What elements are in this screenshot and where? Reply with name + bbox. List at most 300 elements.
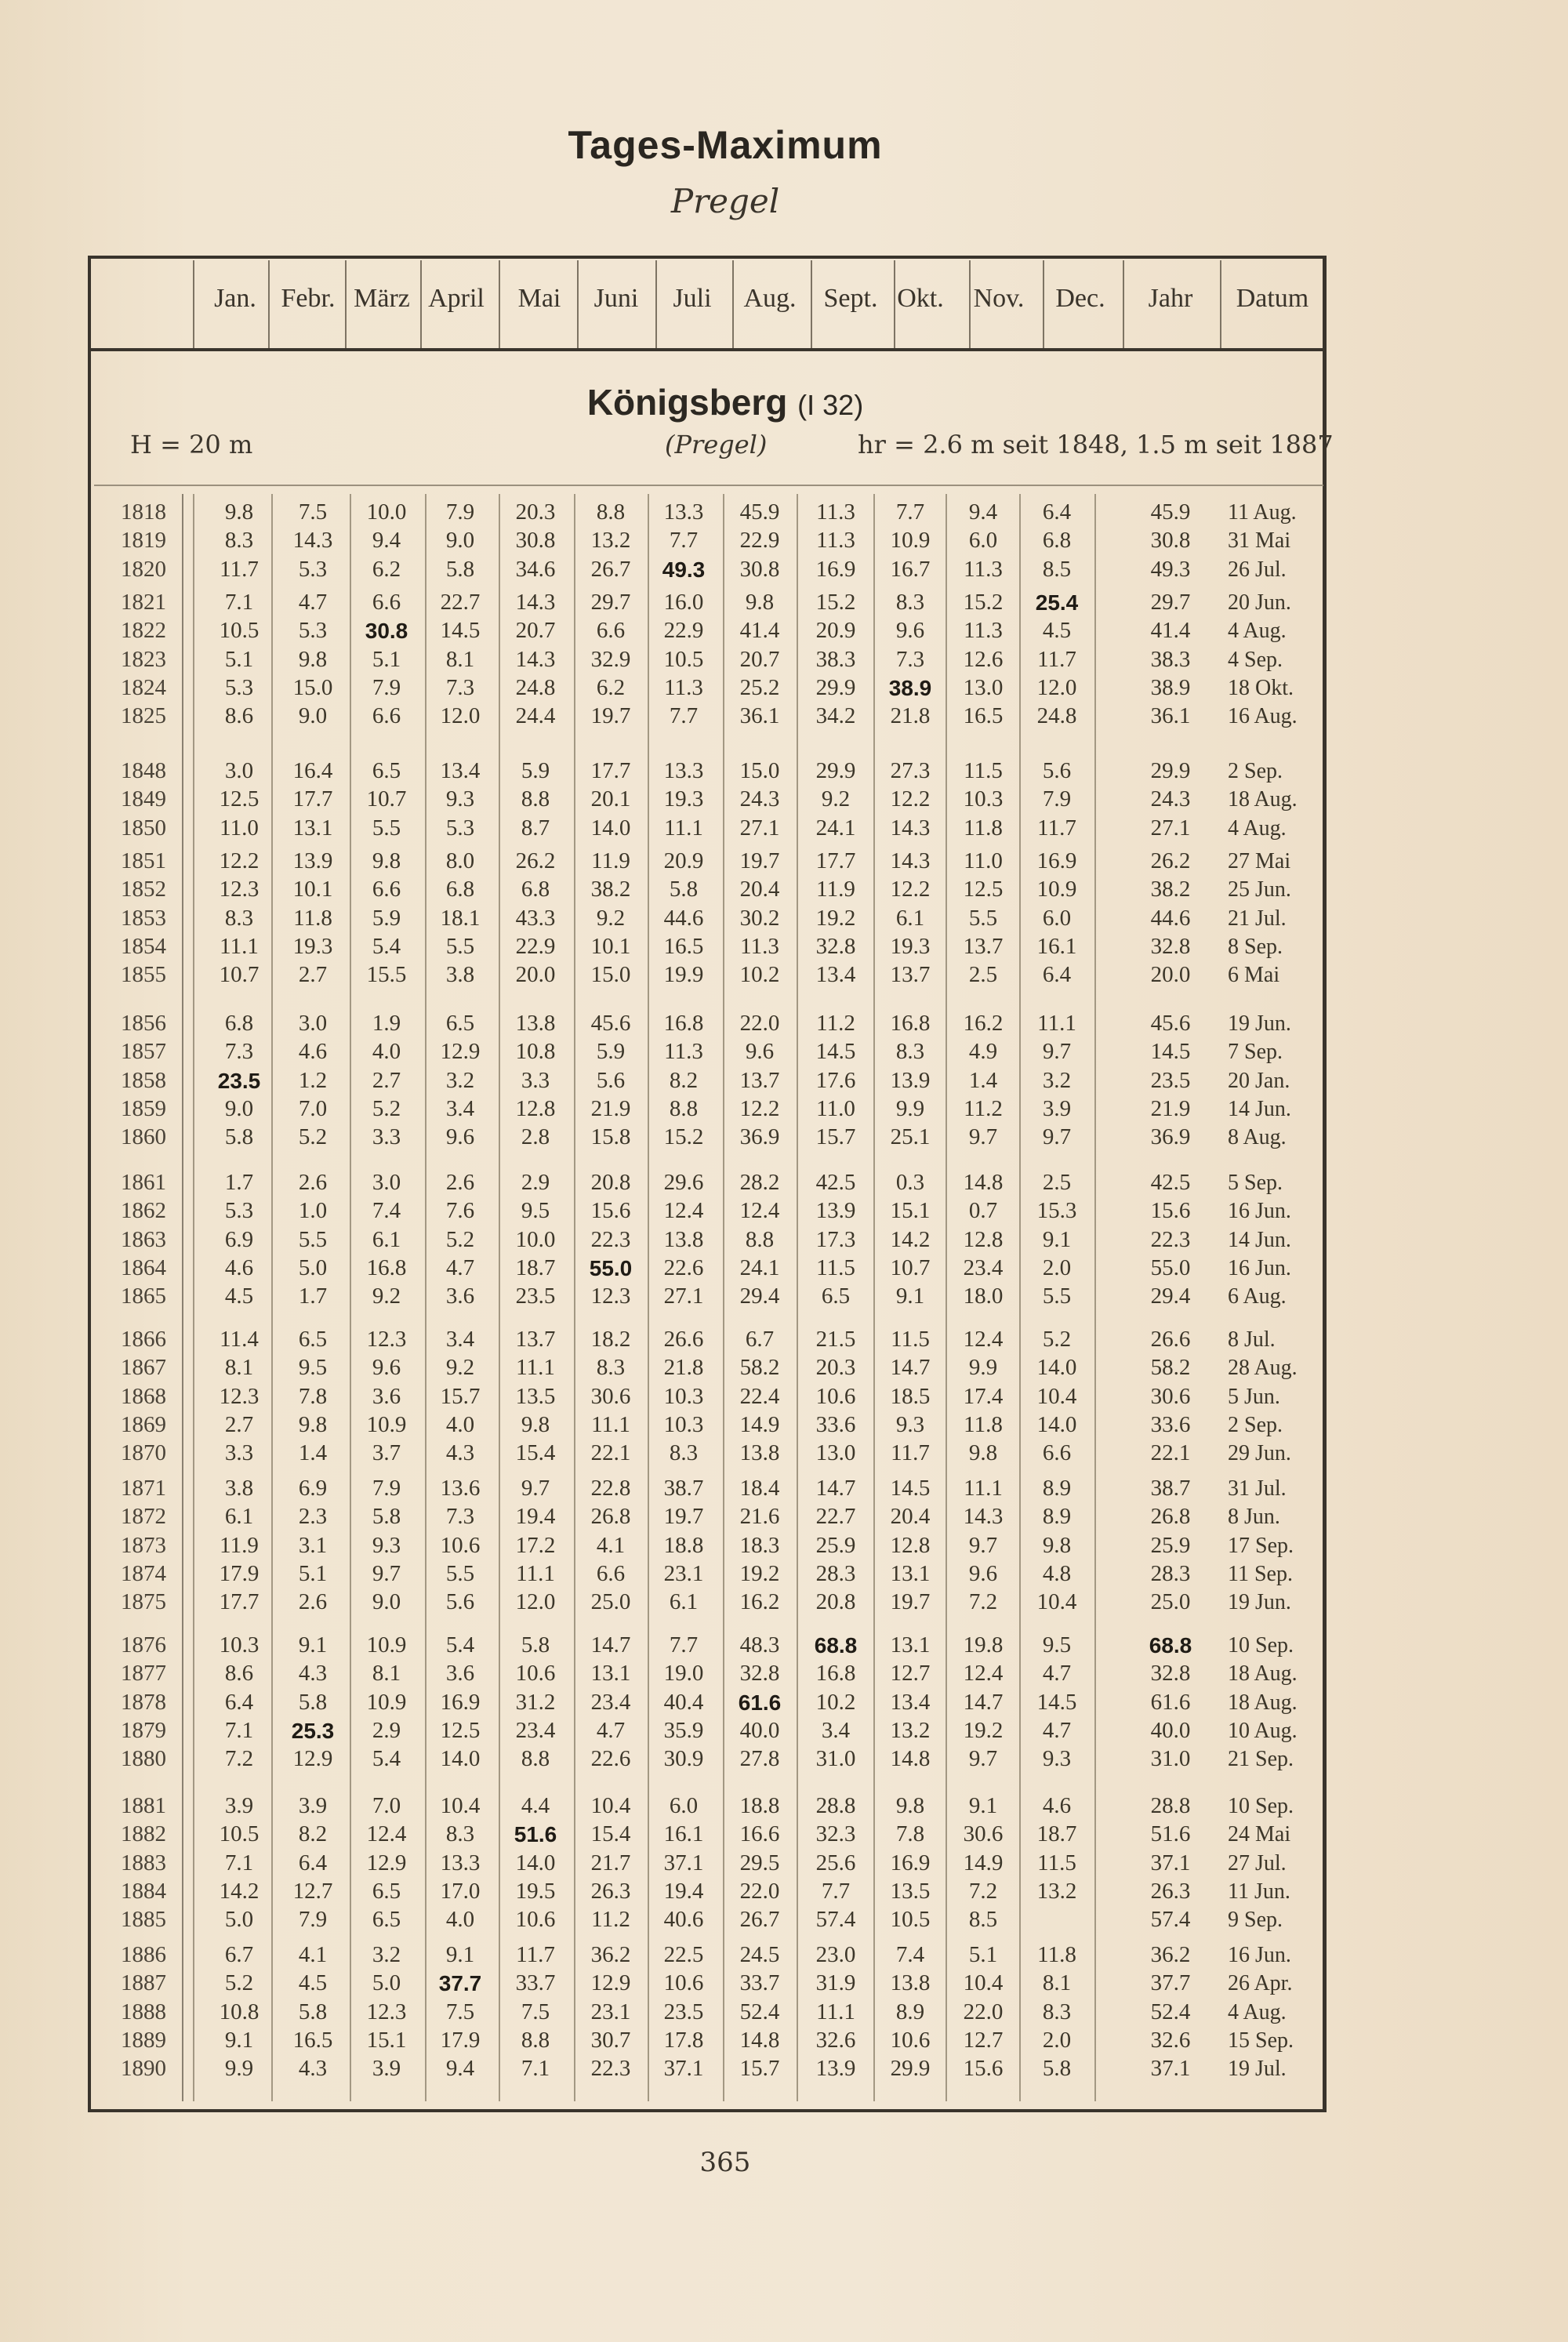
month-value: 9.6 [372,1355,401,1381]
month-value: 22.9 [663,618,704,644]
month-value: 15.7 [815,1124,856,1150]
annual-max-date: 28 Aug. [1228,1356,1298,1381]
month-value: 6.5 [821,1284,851,1309]
month-value: 18.7 [1036,1821,1077,1847]
table-row [0,1382,1568,1411]
month-value: 14.5 [1036,1689,1077,1715]
month-value: 0.3 [895,1170,925,1195]
annual-max-date: 8 Sep. [1228,934,1283,959]
month-value: 23.5 [663,1999,704,2024]
month-value: 55.0 [589,1255,633,1280]
month-value: 6.8 [521,877,550,902]
month-value: 6.6 [372,703,401,729]
month-value: 9.8 [1042,1532,1072,1558]
month-value: 10.1 [590,933,631,959]
month-value: 25.3 [291,1718,335,1743]
month-value: 58.2 [739,1355,780,1381]
annual-max-value: 31.0 [1150,1746,1191,1772]
annual-max-value: 20.0 [1150,962,1191,988]
month-value: 17.3 [815,1226,856,1252]
row-year: 1887 [121,1970,166,1996]
month-value: 6.8 [1042,528,1072,554]
month-value: 7.9 [298,1907,328,1933]
month-value: 19.4 [663,1878,704,1904]
month-value: 6.6 [1042,1440,1072,1466]
annual-max-date: 26 Apr. [1228,1971,1293,1996]
month-value: 3.3 [372,1124,401,1150]
month-value: 16.4 [292,758,333,783]
month-value: 2.5 [968,962,998,988]
month-value: 24.8 [515,674,556,700]
month-value: 10.6 [515,1907,556,1933]
month-value: 4.3 [298,1661,328,1687]
month-value: 13.7 [515,1327,556,1352]
annual-max-date: 10 Sep. [1228,1794,1294,1818]
month-value: 11.1 [591,1411,630,1437]
annual-max-value: 40.0 [1150,1717,1191,1743]
month-value: 34.6 [515,556,556,582]
month-value: 12.9 [366,1850,407,1875]
month-value: 8.8 [745,1226,775,1252]
row-year: 1820 [121,556,166,582]
table-row [0,1998,1568,2027]
month-value: 14.3 [890,848,931,873]
month-value: 8.2 [669,1067,699,1093]
month-value: 6.4 [1042,962,1072,988]
month-value: 20.8 [815,1589,856,1615]
month-value: 9.7 [968,1532,998,1558]
month-value: 34.2 [815,703,856,729]
month-value: 2.9 [521,1170,550,1195]
table-row [0,960,1568,989]
annual-max-date: 18 Aug. [1228,787,1298,812]
month-value: 10.3 [963,786,1004,812]
month-value: 26.8 [590,1504,631,1530]
month-value: 12.5 [963,877,1004,902]
month-value: 14.5 [890,1476,931,1501]
annual-max-date: 14 Jun. [1228,1227,1291,1252]
month-value: 21.8 [663,1355,704,1381]
row-year: 1863 [121,1226,166,1252]
month-value: 5.2 [1042,1327,1072,1352]
month-value: 9.7 [521,1476,550,1501]
month-value: 20.4 [739,877,780,902]
month-value: 25.1 [890,1124,931,1150]
month-value: 7.4 [895,1942,925,1967]
month-value: 9.7 [1042,1039,1072,1065]
month-value: 8.3 [224,905,254,931]
station-height: H = 20 m [130,430,253,459]
annual-max-date: 14 Jun. [1228,1096,1291,1121]
month-value: 42.5 [815,1170,856,1195]
month-value: 36.9 [739,1124,780,1150]
month-value: 9.8 [298,646,328,672]
month-value: 8.3 [445,1821,475,1847]
annual-max-value: 22.3 [1150,1226,1191,1252]
month-value: 3.0 [372,1170,401,1195]
month-value: 8.8 [521,2027,550,2053]
month-value: 4.1 [596,1532,626,1558]
month-value: 1.4 [968,1067,998,1093]
month-value: 10.5 [663,646,704,672]
month-value: 5.6 [1042,758,1072,783]
month-value: 9.5 [1042,1632,1072,1658]
month-value: 21.5 [815,1327,856,1352]
month-value: 22.0 [739,1011,780,1036]
month-value: 12.9 [292,1746,333,1772]
month-value: 51.6 [514,1822,557,1847]
month-value: 24.8 [1036,703,1077,729]
month-value: 18.7 [515,1255,556,1280]
month-value: 11.7 [1037,815,1076,841]
month-value: 52.4 [739,1999,780,2024]
month-value: 6.1 [372,1226,401,1252]
month-value: 4.7 [1042,1717,1072,1743]
month-value: 6.2 [372,556,401,582]
month-value: 9.8 [745,590,775,615]
month-value: 30.8 [365,619,408,644]
annual-max-value: 36.2 [1150,1942,1191,1967]
page-title: Tages-Maximum [568,123,883,167]
month-value: 9.3 [372,1532,401,1558]
row-year: 1852 [121,877,166,902]
annual-max-value: 32.8 [1150,1661,1191,1687]
month-value: 11.1 [1037,1011,1076,1036]
table-row [0,1588,1568,1617]
month-value: 3.4 [821,1717,851,1743]
month-value: 10.7 [219,962,260,988]
month-value: 3.2 [372,1942,401,1967]
month-value: 2.8 [521,1124,550,1150]
month-value: 22.7 [815,1504,856,1530]
month-value: 12.9 [440,1039,481,1065]
column-header: März [354,284,410,313]
month-value: 8.9 [1042,1504,1072,1530]
month-value: 12.6 [963,646,1004,672]
month-value: 29.5 [739,1850,780,1875]
month-value: 10.1 [292,877,333,902]
month-value: 17.2 [515,1532,556,1558]
month-value: 24.1 [739,1255,780,1280]
month-value: 17.7 [219,1589,260,1615]
month-value: 7.3 [895,646,925,672]
month-value: 19.3 [292,933,333,959]
month-value: 17.7 [815,848,856,873]
table-row [0,674,1568,703]
table-row [0,1745,1568,1774]
month-value: 9.0 [298,703,328,729]
row-year: 1848 [121,758,166,783]
month-value: 38.3 [815,646,856,672]
month-value: 17.6 [815,1067,856,1093]
month-value: 6.0 [669,1793,699,1818]
column-header: Mai [517,284,561,313]
month-value: 13.9 [815,1198,856,1224]
month-value: 20.0 [515,962,556,988]
annual-max-value: 37.1 [1150,1850,1191,1875]
month-value: 4.6 [224,1255,254,1280]
annual-max-value: 41.4 [1150,618,1191,644]
month-value: 15.8 [590,1124,631,1150]
month-value: 13.4 [815,962,856,988]
month-value: 18.1 [440,905,481,931]
month-value: 7.3 [445,1504,475,1530]
annual-max-value: 32.6 [1150,2027,1191,2053]
month-value: 7.1 [224,590,254,615]
annual-max-date: 10 Aug. [1228,1718,1298,1743]
month-value: 11.3 [740,933,779,959]
month-value: 15.3 [1036,1198,1077,1224]
column-header: Dec. [1055,284,1105,313]
month-value: 2.9 [372,1717,401,1743]
annual-max-date: 9 Sep. [1228,1908,1283,1933]
month-value: 19.2 [963,1717,1004,1743]
month-value: 13.4 [890,1689,931,1715]
month-value: 32.8 [815,933,856,959]
month-value: 17.9 [219,1560,260,1586]
month-value: 13.9 [890,1067,931,1093]
month-value: 9.9 [224,2056,254,2082]
table-row [0,1820,1568,1849]
month-value: 19.2 [815,905,856,931]
row-year: 1849 [121,786,166,812]
month-value: 9.9 [968,1355,998,1381]
month-value: 8.5 [968,1907,998,1933]
month-value: 7.1 [521,2056,550,2082]
month-value: 5.9 [372,905,401,931]
month-value: 11.1 [220,933,259,959]
month-value: 14.9 [963,1850,1004,1875]
month-value: 5.8 [298,1689,328,1715]
station-code: (I 32) [797,389,864,421]
month-value: 11.3 [816,499,855,525]
row-year: 1858 [121,1067,166,1093]
column-header: Nov. [973,284,1025,313]
month-value: 10.6 [663,1970,704,1996]
row-year: 1854 [121,933,166,959]
annual-max-date: 20 Jan. [1228,1068,1290,1093]
row-year: 1871 [121,1476,166,1501]
month-value: 45.9 [739,499,780,525]
table-row [0,1225,1568,1255]
month-value: 30.8 [739,556,780,582]
month-value: 5.3 [298,556,328,582]
month-value: 33.7 [739,1970,780,1996]
month-value: 15.2 [663,1124,704,1150]
month-value: 13.9 [815,2056,856,2082]
row-year: 1873 [121,1532,166,1558]
annual-max-value: 45.6 [1150,1011,1191,1036]
month-value: 13.3 [663,499,704,525]
column-header: Jahr [1148,284,1193,313]
month-value: 13.3 [663,758,704,783]
month-value: 25.4 [1035,590,1079,615]
row-year: 1859 [121,1095,166,1121]
month-value: 7.7 [669,703,699,729]
table-row [0,1849,1568,1878]
header-separator [732,260,734,348]
month-value: 16.2 [963,1011,1004,1036]
month-value: 9.1 [1042,1226,1072,1252]
month-value: 9.4 [372,528,401,554]
month-value: 20.9 [815,618,856,644]
month-value: 4.7 [298,590,328,615]
month-value: 26.2 [515,848,556,873]
table-row [0,1009,1568,1038]
month-value: 6.4 [298,1850,328,1875]
annual-max-value: 26.3 [1150,1878,1191,1904]
month-value: 22.7 [440,590,481,615]
month-value: 7.9 [1042,786,1072,812]
month-value: 4.0 [372,1039,401,1065]
month-value: 9.8 [895,1793,925,1818]
month-value: 7.3 [224,1039,254,1065]
month-value: 17.7 [292,786,333,812]
month-value: 9.2 [821,786,851,812]
table-row [0,1095,1568,1124]
annual-max-date: 4 Aug. [1228,1999,1287,2024]
month-value: 29.4 [739,1284,780,1309]
month-value: 12.8 [890,1532,931,1558]
month-value: 9.1 [895,1284,925,1309]
month-value: 14.9 [739,1411,780,1437]
month-value: 13.2 [590,528,631,554]
month-value: 2.5 [1042,1170,1072,1195]
month-value: 27.1 [663,1284,704,1309]
month-value: 44.6 [663,905,704,931]
month-value: 8.0 [445,848,475,873]
month-value: 11.3 [964,618,1003,644]
month-value: 11.0 [964,848,1003,873]
annual-max-date: 21 Jul. [1228,906,1287,931]
row-year: 1872 [121,1504,166,1530]
month-value: 8.1 [372,1661,401,1687]
month-value: 12.4 [739,1198,780,1224]
month-value: 17.7 [590,758,631,783]
table-row [0,1282,1568,1311]
annual-max-value: 37.7 [1150,1970,1191,1996]
month-value: 18.2 [590,1327,631,1352]
month-value: 9.8 [372,848,401,873]
month-value: 9.4 [445,2056,475,2082]
month-value: 7.2 [968,1878,998,1904]
month-value: 11.7 [220,556,259,582]
annual-max-date: 4 Aug. [1228,619,1287,644]
month-value: 12.7 [890,1661,931,1687]
station-river: (Pregel) [665,430,768,459]
annual-max-value: 24.3 [1150,786,1191,812]
month-value: 5.2 [298,1124,328,1150]
month-value: 14.0 [590,815,631,841]
row-year: 1869 [121,1411,166,1437]
month-value: 6.1 [895,905,925,931]
annual-max-date: 10 Sep. [1228,1633,1294,1658]
column-header: Jan. [214,284,256,313]
month-value: 1.7 [224,1170,254,1195]
month-value: 26.7 [590,556,631,582]
month-value: 18.0 [963,1284,1004,1309]
month-value: 5.5 [298,1226,328,1252]
row-year: 1866 [121,1327,166,1352]
row-year: 1881 [121,1793,166,1818]
month-value: 3.0 [298,1011,328,1036]
month-value: 15.7 [440,1383,481,1409]
month-value: 12.3 [219,877,260,902]
annual-max-value: 49.3 [1150,556,1191,582]
annual-max-value: 55.0 [1150,1255,1191,1280]
month-value: 4.5 [224,1284,254,1309]
month-value: 57.4 [815,1907,856,1933]
row-year: 1821 [121,590,166,615]
month-value: 5.8 [521,1632,550,1658]
table-row [0,1659,1568,1688]
month-value: 7.9 [372,1476,401,1501]
row-year: 1877 [121,1661,166,1687]
annual-max-date: 29 Jun. [1228,1441,1291,1466]
annual-max-value: 52.4 [1150,1999,1191,2024]
month-value: 7.1 [224,1717,254,1743]
month-value: 16.8 [890,1011,931,1036]
month-value: 11.5 [1037,1850,1076,1875]
month-value: 13.8 [663,1226,704,1252]
month-value: 7.5 [521,1999,550,2024]
month-value: 3.8 [445,962,475,988]
annual-max-date: 21 Sep. [1228,1747,1294,1772]
month-value: 24.3 [739,786,780,812]
month-value: 6.4 [1042,499,1072,525]
month-value: 14.0 [515,1850,556,1875]
month-value: 18.8 [663,1532,704,1558]
month-value: 20.8 [590,1170,631,1195]
month-value: 13.7 [739,1067,780,1093]
month-value: 31.0 [815,1746,856,1772]
month-value: 7.9 [372,674,401,700]
month-value: 6.1 [669,1589,699,1615]
month-value: 5.6 [596,1067,626,1093]
month-value: 14.7 [590,1632,631,1658]
annual-max-value: 36.1 [1150,703,1191,729]
month-value: 7.8 [298,1383,328,1409]
month-value: 14.3 [292,528,333,554]
table-row [0,1716,1568,1745]
annual-max-date: 16 Aug. [1228,704,1298,729]
month-value: 45.6 [590,1011,631,1036]
month-value: 22.9 [739,528,780,554]
month-value: 8.8 [669,1095,699,1121]
month-value: 6.5 [445,1011,475,1036]
month-value: 8.9 [895,1999,925,2024]
month-value: 21.6 [739,1504,780,1530]
month-value: 22.8 [590,1476,631,1501]
annual-max-date: 31 Jul. [1228,1476,1287,1501]
month-value: 12.2 [890,877,931,902]
month-value: 7.7 [669,1632,699,1658]
month-value: 20.4 [890,1504,931,1530]
annual-max-date: 31 Mai [1228,528,1291,554]
month-value: 12.3 [366,1327,407,1352]
month-value: 7.5 [298,499,328,525]
month-value: 8.1 [224,1355,254,1381]
annual-max-value: 38.2 [1150,877,1191,902]
month-value: 8.3 [596,1355,626,1381]
annual-max-date: 25 Jun. [1228,877,1291,902]
month-value: 11.7 [891,1440,930,1466]
month-value: 15.2 [815,590,856,615]
month-value: 27.8 [739,1746,780,1772]
month-value: 38.9 [888,675,932,700]
month-value: 25.0 [590,1589,631,1615]
month-value: 1.0 [298,1198,328,1224]
